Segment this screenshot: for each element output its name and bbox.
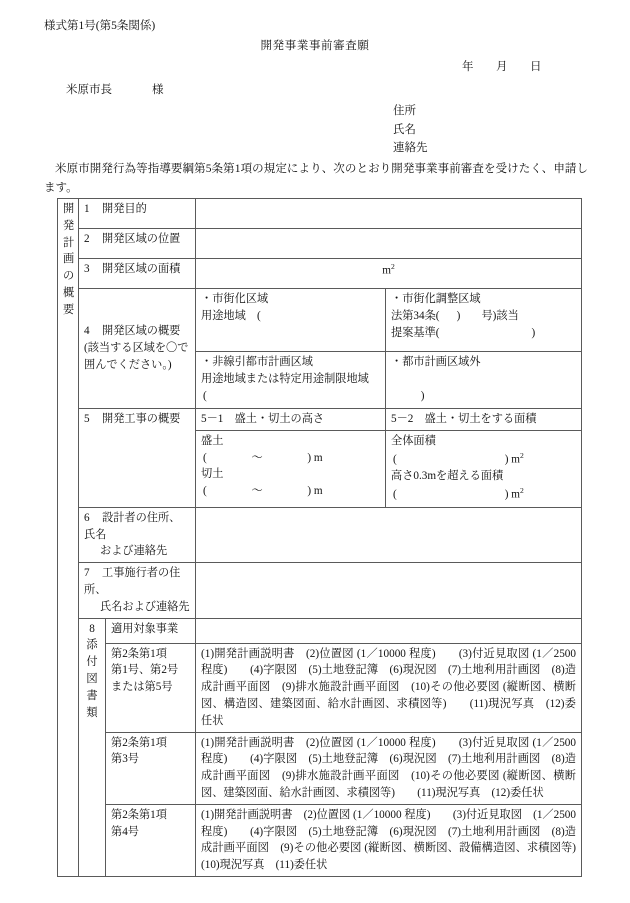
applicant-name-label: 氏名 [393, 123, 416, 136]
non-zoned-close-paren: ) [420, 389, 425, 402]
row-7-value[interactable] [196, 563, 582, 618]
attachment-block-3-label-line-1: 第2条第1項 [111, 808, 167, 821]
law-article-34-field[interactable] [391, 308, 576, 325]
non-zoned-open-paren: ( [203, 389, 207, 402]
attachment-block-2-text: (1)開発計画説明書 (2)位置図 (1／10000 程度) (3)付近見取図 (1／2500 程度) (4)字限図 (5)土地登記簿 (6)現況図 (7)土地利用計画図 (8)造成計画平面図 (9)排水施設計画平面図 (10)その他必要図 (縦断図、横断図、建築図面、給水計画図、求積図等) (11)現況写真 (12)委任状 [196, 732, 582, 804]
row-4-label-text: 開発区域の概要 [102, 325, 181, 338]
table-row-8-block-1 [58, 643, 582, 732]
row-2-label-text: 開発区域の位置 [102, 233, 181, 245]
table-row-5-subheaders [58, 409, 582, 431]
non-zoned-district-label: 用途地域または特定用途制限地域 [201, 372, 369, 385]
row-4-number: 4 [84, 325, 90, 338]
row-4-non-zoned-area[interactable] [196, 352, 425, 409]
law-article-34-label: 法第34条( [391, 309, 440, 322]
row-4-label [79, 289, 196, 409]
over-03m-area-field[interactable] [391, 485, 576, 504]
row-7-label-line2: 氏名および連絡先 [100, 600, 190, 613]
over-03m-unit-exponent: 2 [519, 485, 524, 495]
row-5-1-header: 5－1 盛土・切土の高さ [196, 409, 386, 431]
row-5-label [79, 409, 196, 508]
table-row-8-header [58, 618, 582, 643]
date-year-label: 年 [462, 61, 474, 73]
row-1-value[interactable] [196, 199, 582, 229]
applicant-address-label: 住所 [393, 105, 416, 117]
row-5-number: 5 [84, 413, 90, 425]
row-4-note: (該当する区域を〇で囲んでください。) [84, 342, 189, 371]
total-area-open: ( [393, 453, 397, 466]
attachment-block-3-label-line-2: 第4号 [111, 825, 139, 838]
addressee [66, 82, 164, 99]
non-zoned-option: ・非線引都市計画区域 [201, 356, 313, 368]
row-6-number: 6 [84, 511, 90, 524]
attachments-section-label [79, 618, 106, 876]
row-7-label-line1: 工事施行者の住所、 [84, 567, 181, 596]
law-article-34-suffix: 号)該当 [481, 309, 519, 322]
date-month-label: 月 [496, 61, 508, 73]
row-3-value[interactable] [196, 259, 582, 289]
row-7-label [79, 563, 196, 618]
intro-paragraph: 米原市開発行為等指導要綱第5条第1項の規定により、次のとおり開発事業事前審査を受けたく、申請します。 [44, 163, 588, 194]
row-6-label-line2: および連絡先 [100, 545, 168, 558]
row-1-number: 1 [84, 203, 90, 215]
row-1-label [79, 199, 196, 229]
form-number: 様式第1号(第5条関係) [44, 20, 156, 32]
row-5-label-text: 開発工事の概要 [102, 413, 181, 425]
application-table-wrapper [57, 198, 599, 877]
row-6-label-line1: 設計者の住所、氏名 [84, 511, 181, 541]
page-title: 開発事業事前審査願 [260, 40, 370, 52]
total-area-unit-exponent: 2 [519, 450, 524, 460]
proposal-standard-label: 提案基準( [391, 326, 440, 339]
row-3-label [79, 259, 196, 289]
application-table [57, 198, 599, 877]
attachment-block-1-text: (1)開発計画説明書 (2)位置図 (1／10000 程度) (3)付近見取図 (1／2500 程度) (4)字限図 (5)土地登記簿 (6)現況図 (7)土地利用計画図 (8)造成計画平面図 (9)排水施設計画平面図 (10)その他必要図 (縦断図、横断図、構造図、建築図面、給水計画図、求積図等) (11)現況写真 (12)委任状 [196, 643, 582, 732]
table-row-1 [58, 199, 582, 229]
proposal-standard-close: ) [531, 326, 536, 339]
row-2-number: 2 [84, 233, 90, 245]
proposal-standard-field[interactable] [391, 325, 576, 342]
date-day-label: 日 [530, 61, 542, 73]
area-unit-exponent: 2 [390, 262, 395, 271]
attachment-block-2-label-line-2: 第3号 [111, 753, 139, 766]
row-5-2-header: 5－2 盛土・切土をする面積 [386, 409, 582, 431]
attachment-block-1-label [106, 643, 196, 732]
total-area-field[interactable] [391, 450, 576, 469]
embankment-label: 盛土 [201, 434, 224, 447]
attachment-block-1-label-line-3: または第5号 [111, 681, 173, 694]
urbanization-area-option: ・市街化区域 [201, 293, 269, 305]
attachment-block-1-label-line-2: 第1号、第2号 [111, 664, 179, 677]
row-5-2-value[interactable] [386, 430, 582, 507]
table-row-4-top [58, 289, 582, 352]
row-3-label-text: 開発区域の面積 [102, 263, 181, 275]
excavation-label: 切土 [201, 468, 224, 481]
over-03m-area-label: 高さ0.3mを超える面積 [391, 470, 504, 483]
table-row-8-block-2 [58, 732, 582, 804]
attachments-label-text: 添付図書類 [86, 639, 98, 719]
table-row-7 [58, 563, 582, 618]
over-03m-close: ) m [504, 488, 520, 501]
table-row-6 [58, 507, 582, 562]
vertical-section-label: 開 発 計 画 の 概 要 [58, 199, 79, 877]
row-4-urbanization-control-area[interactable] [386, 289, 582, 352]
over-03m-open: ( [393, 488, 397, 501]
row-6-value[interactable] [196, 507, 582, 562]
use-district-label: 用途地域 ( [201, 309, 261, 322]
use-district-close: ) [456, 309, 461, 322]
row-7-number: 7 [84, 567, 90, 580]
row-1-label-text: 開発目的 [102, 203, 147, 215]
applicant-block [393, 102, 428, 158]
table-row-3 [58, 259, 582, 289]
addressee-name: 米原市長 [66, 84, 112, 96]
applicant-contact-label: 連絡先 [393, 142, 428, 155]
row-6-label [79, 507, 196, 562]
applicable-business-label: 適用対象事業 [106, 618, 196, 643]
attachment-block-2-label [106, 732, 196, 804]
row-5-1-value[interactable] [196, 430, 386, 507]
row-3-number: 3 [84, 263, 90, 275]
table-row-2 [58, 229, 582, 259]
excavation-height-field[interactable]: ( ～ ) m [203, 485, 323, 498]
attachment-block-2-label-line-1: 第2条第1項 [111, 736, 167, 749]
outside-city-planning-option: ・都市計画区域外 [391, 356, 481, 368]
applicable-business-value[interactable] [196, 618, 582, 643]
date-line [462, 59, 542, 76]
attachments-number: 8 [89, 622, 95, 635]
attachment-block-1-label-line-1: 第2条第1項 [111, 647, 167, 660]
row-2-label [79, 229, 196, 259]
embankment-height-field[interactable]: ( ～ ) m [203, 451, 323, 464]
table-row-8-block-3 [58, 804, 582, 876]
non-zoned-district-field[interactable] [201, 388, 425, 405]
total-area-close: ) m [504, 453, 520, 466]
row-4-outside-city-planning-area[interactable] [386, 352, 582, 409]
area-unit: m [382, 264, 391, 277]
attachment-block-3-label [106, 804, 196, 876]
urbanization-control-option: ・市街化調整区域 [391, 293, 481, 305]
addressee-honorific: 様 [152, 84, 164, 96]
row-2-value[interactable] [196, 229, 582, 259]
total-area-label: 全体面積 [391, 434, 436, 447]
attachment-block-3-text: (1)開発計画説明書 (2)位置図 (1／10000 程度) (3)付近見取図 (1／2500 程度) (4)字限図 (5)土地登記簿 (6)現況図 (7)土地利用計画図 (8)造成計画平面図 (9)その他必要図 (縦断図、横断図、設備構造図、求積図等) (10)現況写真 (11)委任状 [196, 804, 582, 876]
